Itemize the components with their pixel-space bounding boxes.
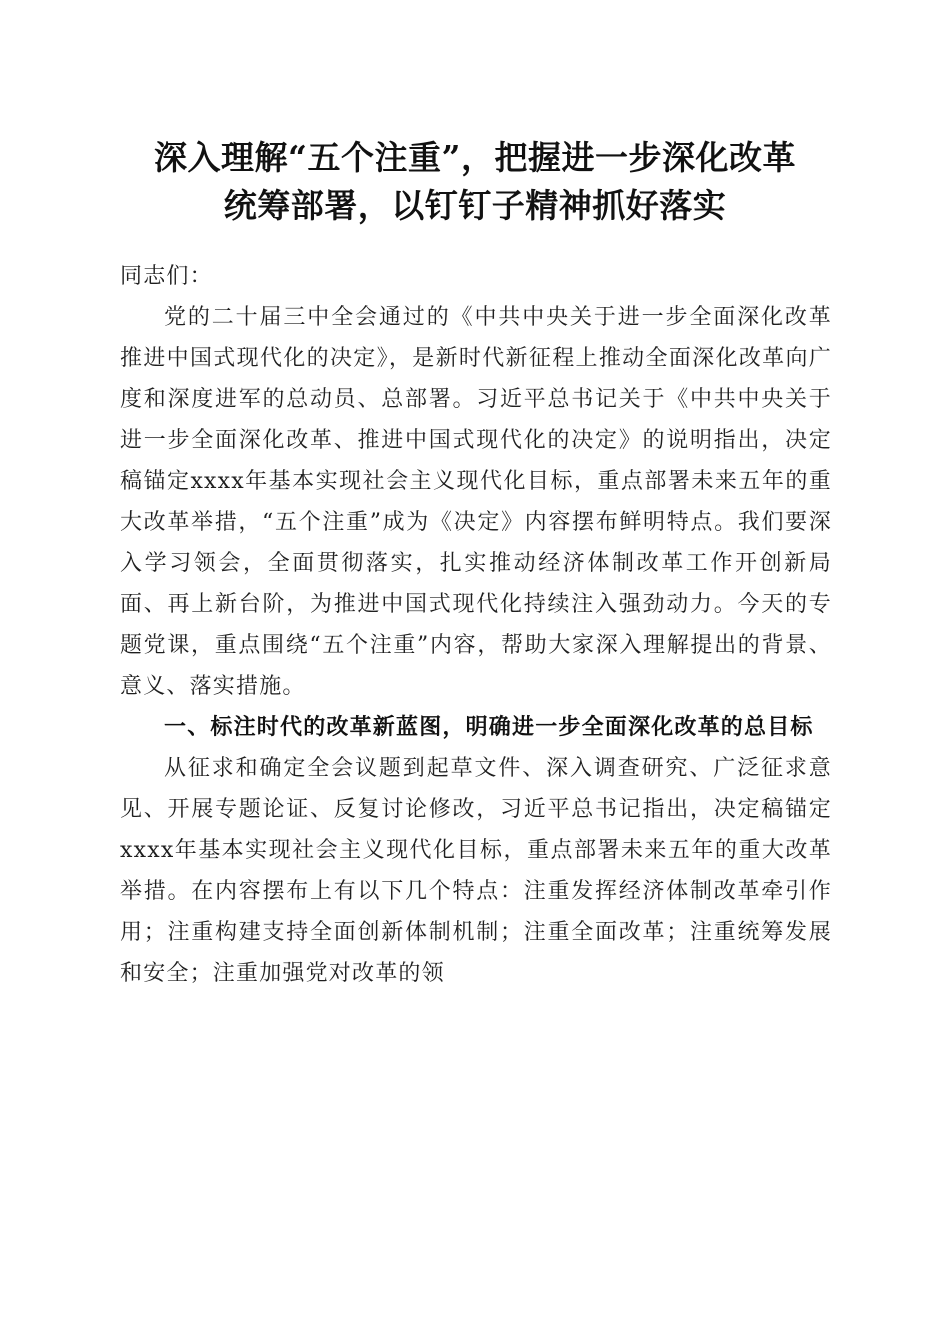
title-line-2: 统筹部署，以钉钉子精神抓好落实 <box>223 186 727 225</box>
section-heading-1: 一、标注时代的改革新蓝图，明确进一步全面深化改革的总目标 <box>164 714 814 740</box>
paragraph-section-1: 从征求和确定全会议题到起草文件、深入调查研究、广泛征求意见、开展专题论证、反复讨论修改，习近平总书记指出，决定稿锚定xxxx年基本实现社会主义现代化目标，重点部署未来五年的重大改革举措。在内容摆布上有以下几个特点：注重发挥经济体制改革牵引作用；注重构建支持全面创新体制机制；注重全面改革；注重统筹发展和安全；注重加强党对改革的领 <box>120 756 832 986</box>
document-title <box>100 134 850 230</box>
salutation: 同志们： <box>120 264 213 289</box>
title-line-1: 深入理解“五个注重”，把握进一步深化改革 <box>154 138 796 177</box>
paragraph-intro: 党的二十届三中全会通过的《中共中央关于进一步全面深化改革推进中国式现代化的决定》，是新时代新征程上推动全面深化改革向广度和深度进军的总动员、总部署。习近平总书记关于《中共中央关于进一步全面深化改革、推进中国式现代化的决定》的说明指出，决定稿锚定xxxx年基本实现社会主义现代化目标，重点部署未来五年的重大改革举措，“五个注重”成为《决定》内容摆布鲜明特点。我们要深入学习领会，全面贯彻落实，扎实推动经济体制改革工作开创新局面、再上新台阶，为推进中国式现代化持续注入强劲动力。今天的专题党课，重点围绕“五个注重”内容，帮助大家深入理解提出的背景、意义、落实措施。 <box>120 305 832 699</box>
document-body <box>120 256 832 994</box>
